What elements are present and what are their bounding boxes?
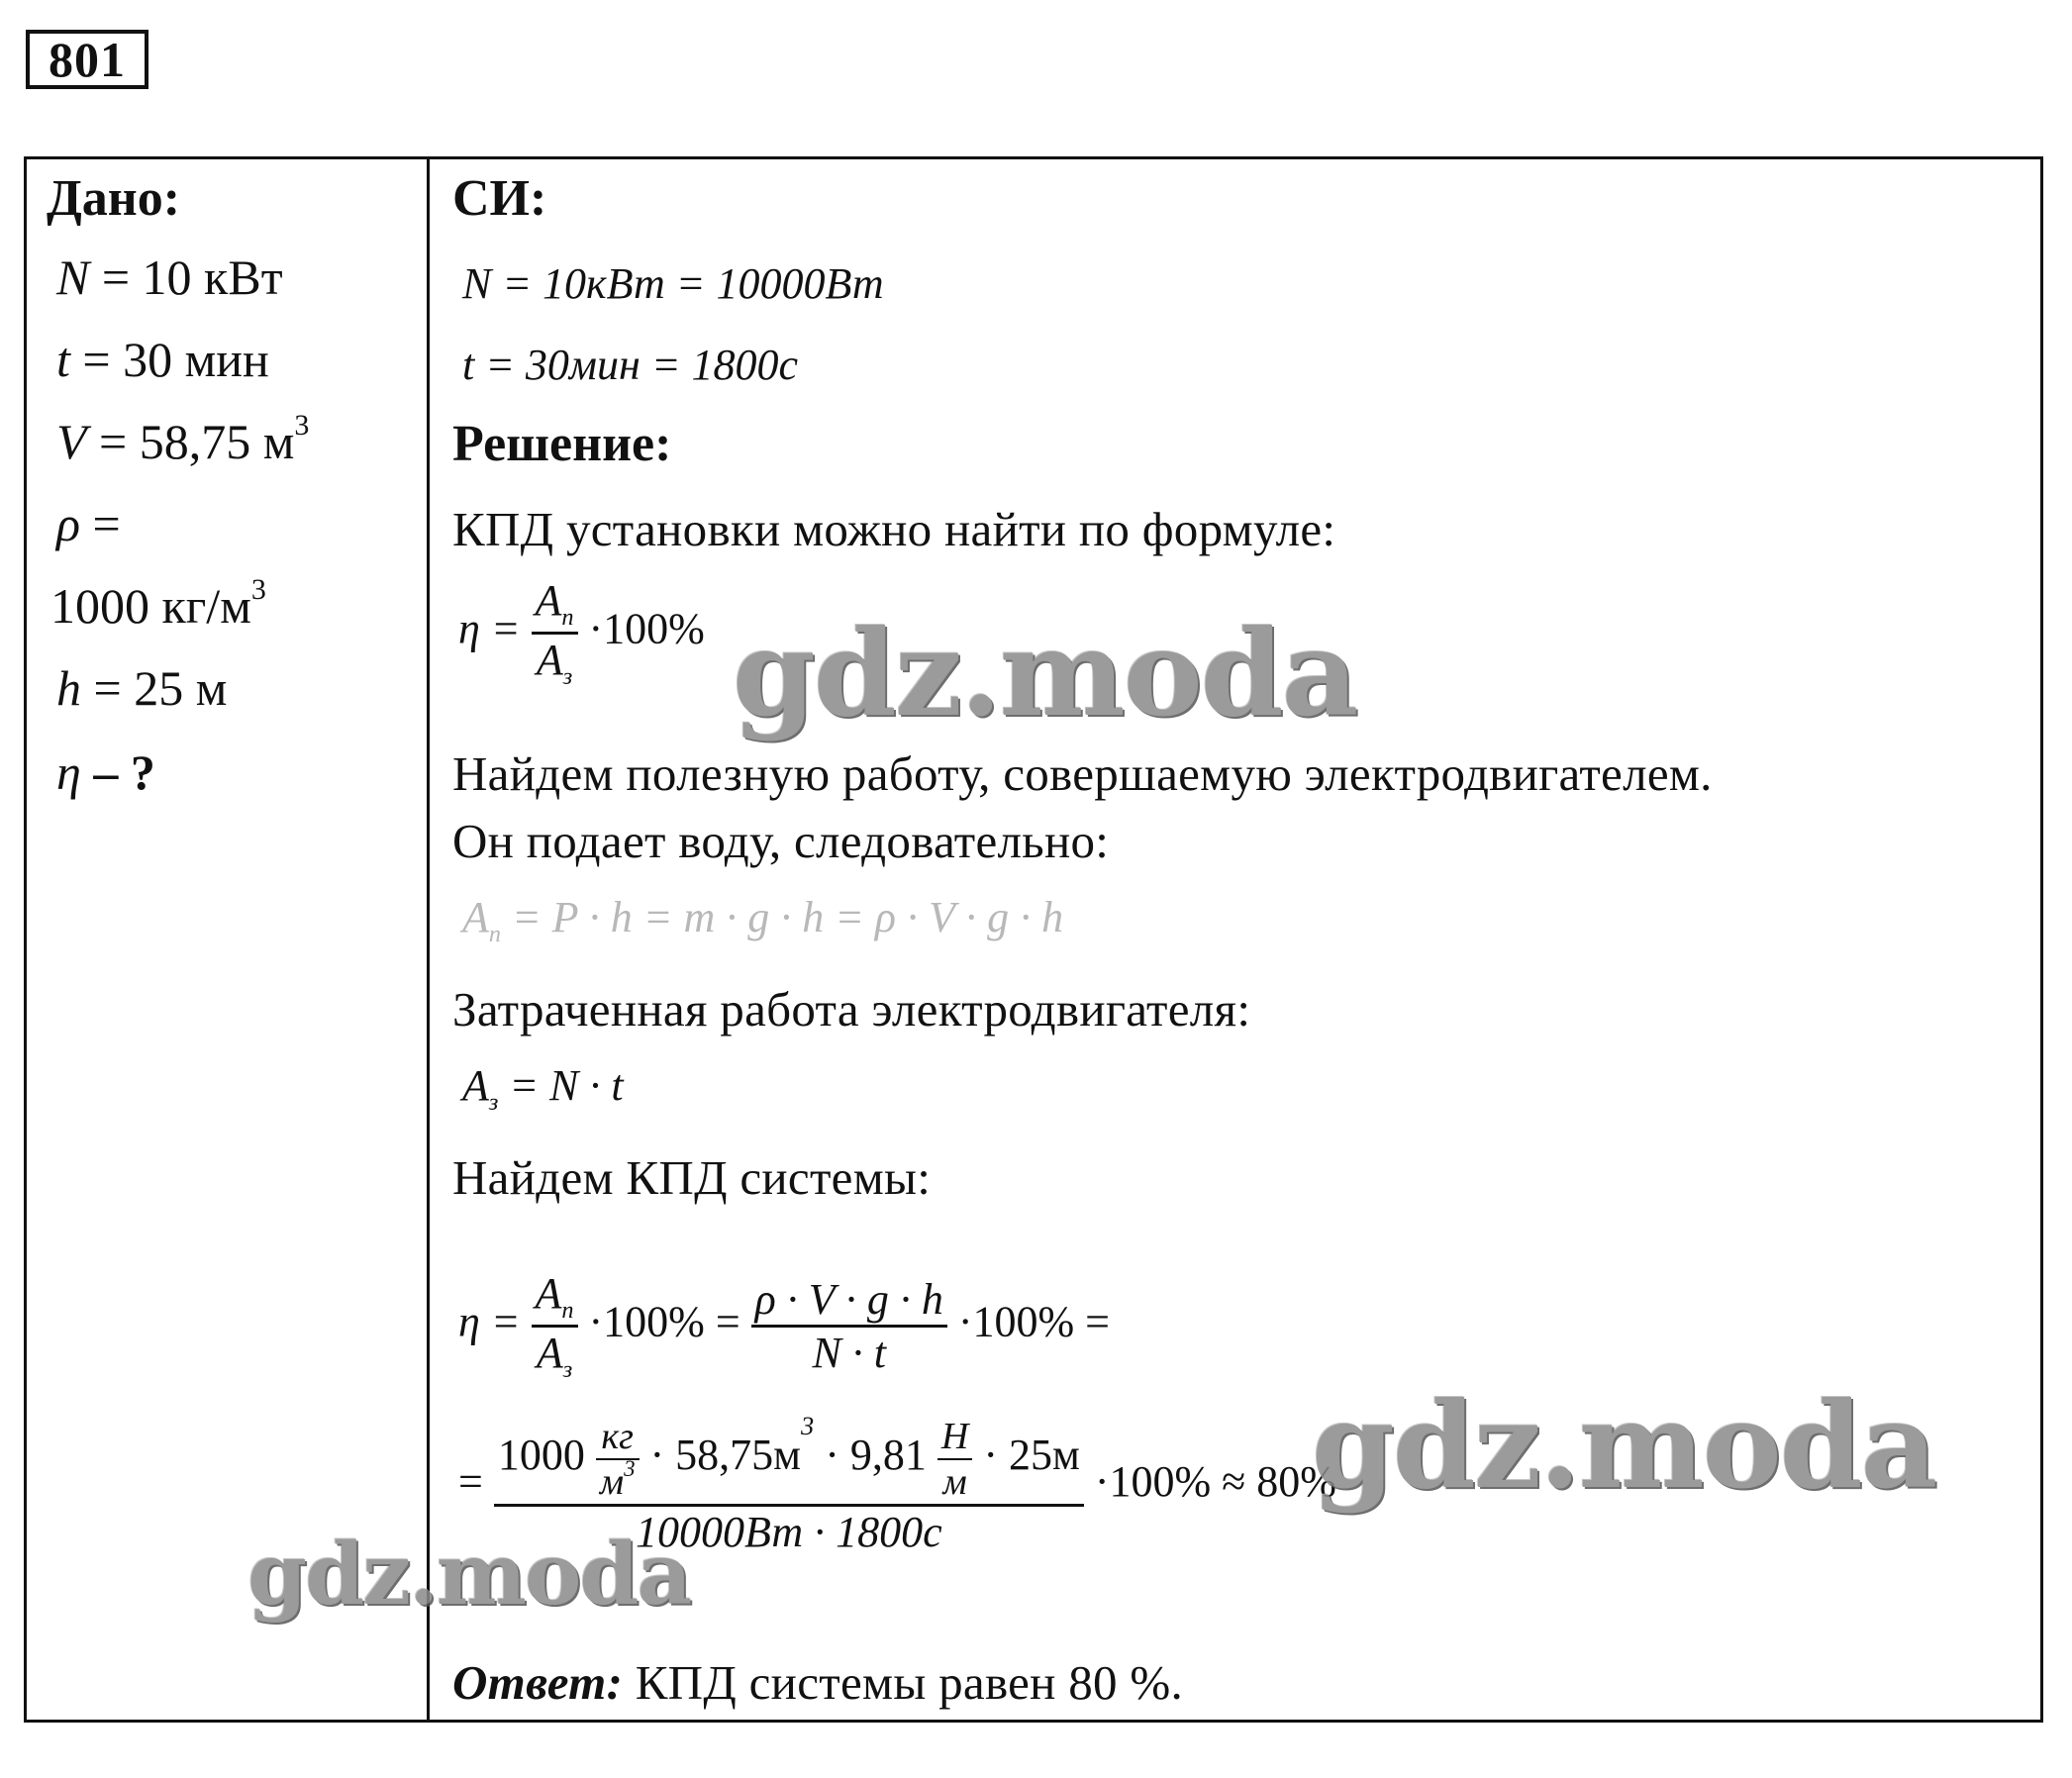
answer: Ответ: КПД системы равен 80 %. <box>452 1655 1184 1710</box>
solution-text-1: КПД установки можно найти по формуле: <box>452 502 1336 556</box>
given-time: t = 30 мин <box>56 332 269 387</box>
calculation-fraction: 1000 $\frac{кг}{м^3}$ · $58,75м^3 \cdot 9,81$ $\frac{Н}{м}$ · 25м 10000Вт · 1800с <box>494 1415 1084 1557</box>
solution-text-2: Найдем полезную работу, совершаемую электродвигателем. <box>452 746 1713 801</box>
numeric-calculation: = 1000 $\frac{кг}{м^3}$ · $58,75м^3 \cdot 9,81$ $\frac{Н}{м}$ · 25м 10000Вт · 1800с ·100% ≈ 80% <box>458 1411 1336 1556</box>
given-volume: V = 58,75 $м^3$ <box>56 409 310 469</box>
given-density-label: ρ = <box>56 496 121 551</box>
efficiency-expanded-formula: η = $\frac{A_п}{A_з}$ ·100% = $\frac{\rho \cdot V \cdot g \cdot h}{N \cdot t}$ ·100% = <box>458 1269 1110 1383</box>
efficiency-formula: η = $\frac{A_п}{A_з}$ ·100% <box>458 576 705 690</box>
watermark-3: gdz.moda <box>247 1525 691 1625</box>
given-height: h = 25 м <box>56 660 228 716</box>
solution-text-4: Затраченная работа электродвигателя: <box>452 982 1251 1037</box>
solution-table <box>24 156 2043 1723</box>
si-power: N = 10кВт = 10000Вт <box>462 259 884 308</box>
given-power: N = 10 кВт <box>56 249 283 305</box>
useful-work-formula: $A_п = P \cdot h = m \cdot g \cdot h = \rho \cdot V \cdot g \cdot h$ <box>462 893 1064 947</box>
watermark-2: gdz.moda <box>1312 1376 1936 1516</box>
given-header: Дано: <box>47 170 181 227</box>
si-time: t = 30мин = 1800с <box>462 341 799 389</box>
solution-text-5: Найдем КПД системы: <box>452 1150 932 1205</box>
given-unknown: η – ? <box>56 744 155 800</box>
watermark-1: gdz.moda <box>733 604 1357 743</box>
spent-work-formula: $A_з = N \cdot t$ <box>462 1061 624 1116</box>
column-divider <box>427 159 430 1720</box>
given-density-value: 1000 $кг/м^3$ <box>50 573 266 634</box>
solution-text-3: Он подает воду, следовательно: <box>452 814 1110 868</box>
formula-fraction: $\frac{A_п}{A_з}$ <box>532 575 578 691</box>
solution-header: Решение: <box>452 416 672 472</box>
problem-number: 801 <box>26 30 148 89</box>
si-header: СИ: <box>452 170 547 227</box>
